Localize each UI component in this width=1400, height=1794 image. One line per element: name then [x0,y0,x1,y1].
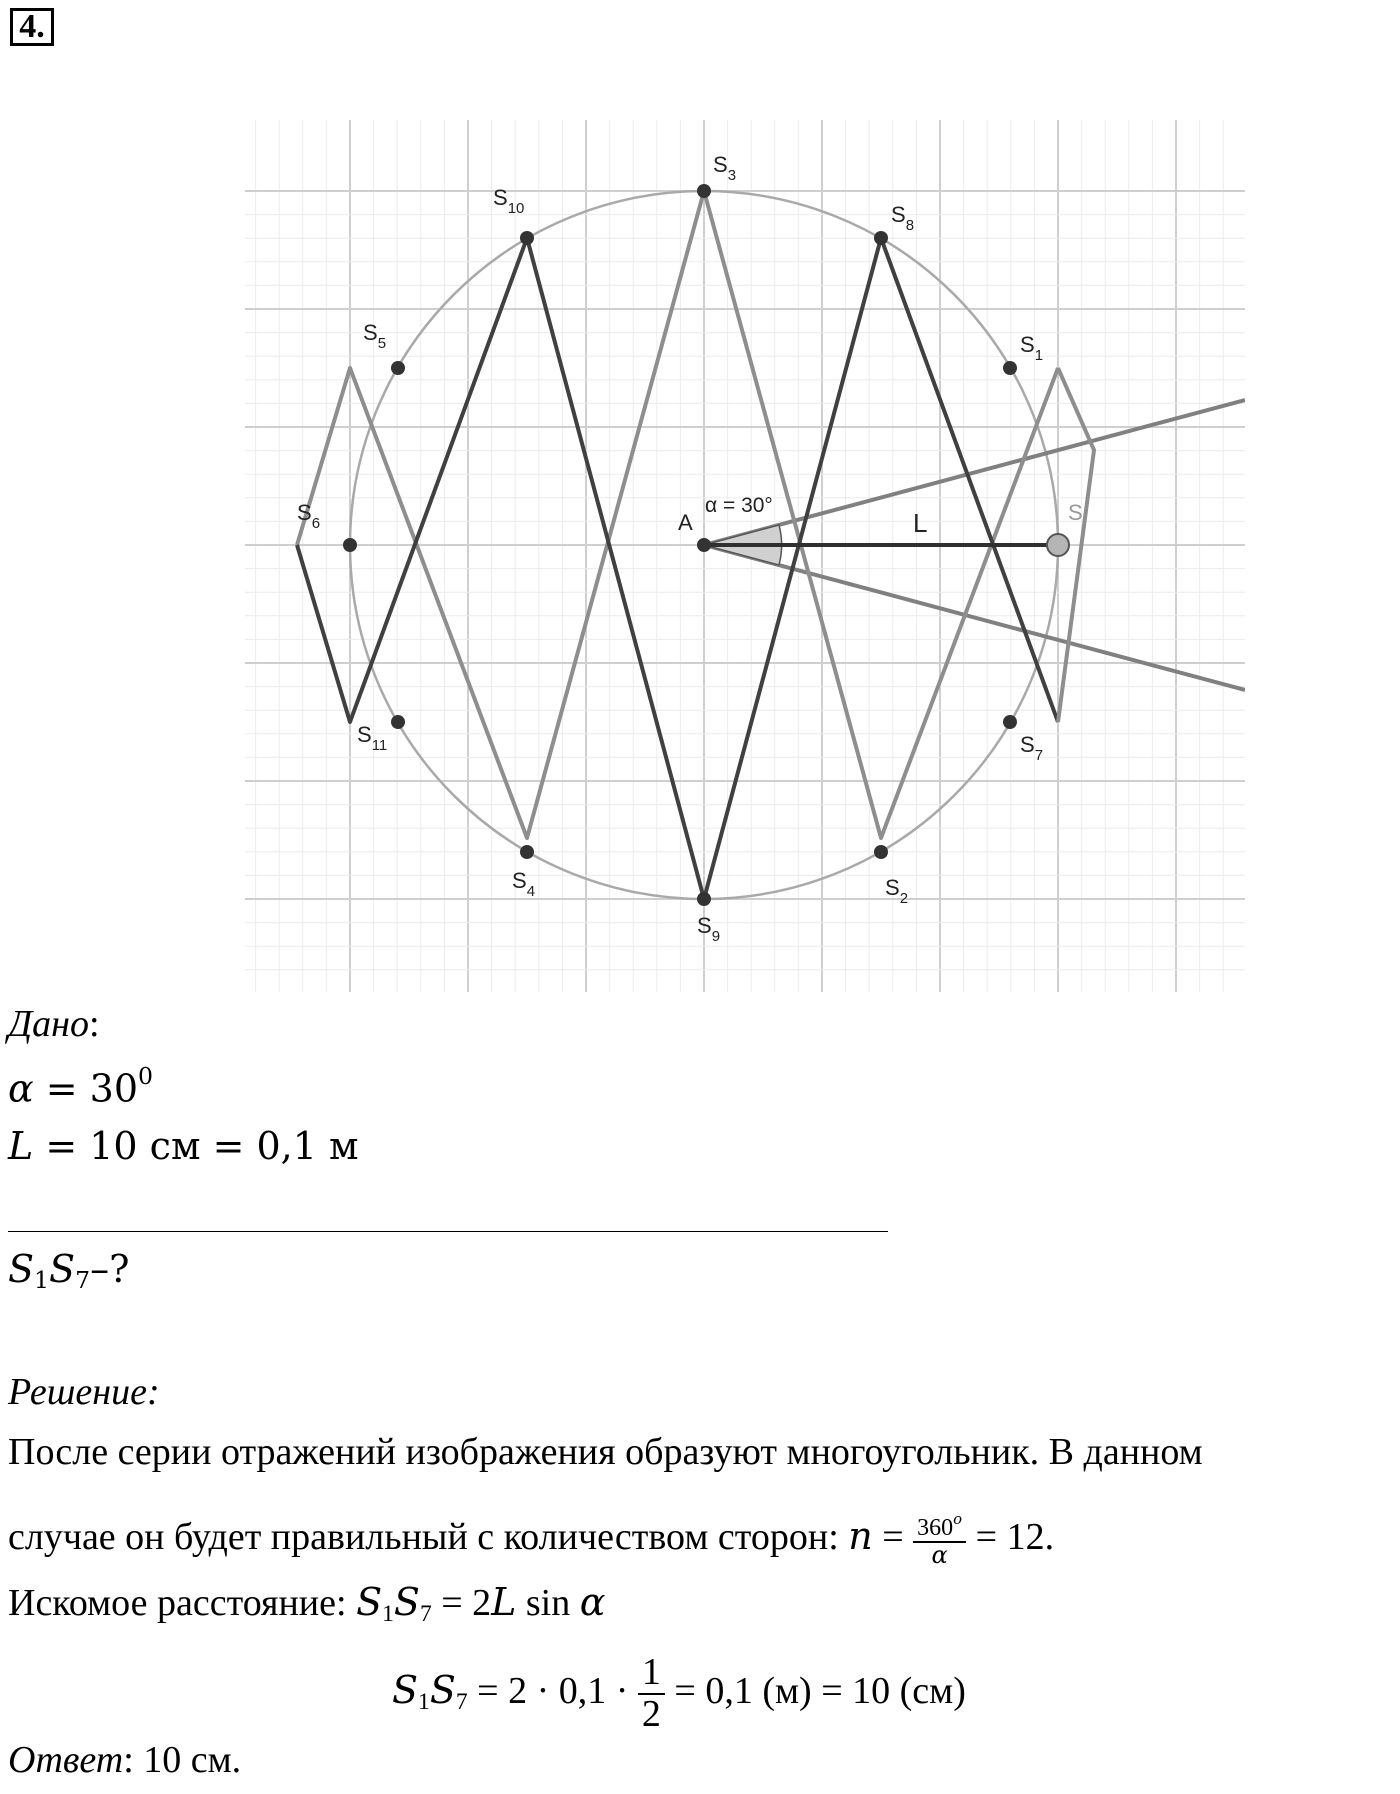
point-s7 [1003,715,1017,729]
point-s9 [697,892,711,906]
label-s: S [1068,500,1083,525]
given-alpha: $\alpha = 30^0$ [8,1062,154,1111]
point-a [697,538,711,552]
fraction-one-half: $\frac{1}{2}$ [638,1653,665,1735]
given-divider [8,1231,888,1232]
label-s9: $S_9$ [697,913,721,945]
label-s10: $S_{10}$ [493,185,525,217]
problem-number: 4. [10,8,54,46]
solution-line-2: случае он будет правильный с количеством сторон: n = $\frac{360^o}{\alpha}$ = 12. [8,1510,1055,1570]
point-s2 [874,845,888,859]
point-s1 [1003,361,1017,375]
point-s8 [874,231,888,245]
solution-line-3: Искомое расстояние: $S_1S_7 = 2L$ sin α [8,1580,606,1627]
answer-line: Ответ: 10 см. [8,1739,242,1781]
mirror-ray-lower [704,545,1245,690]
find-line: $S_1S_7-$? [8,1247,130,1294]
source-point [1047,534,1069,556]
label-s1: $S_1$ [1020,332,1044,364]
label-s7: $S_7$ [1020,732,1044,764]
given-heading: Дано: [8,1003,100,1045]
point-s10 [520,231,534,245]
label-s3: $S_3$ [713,152,737,184]
solution-heading: Решение: [8,1371,160,1413]
point-s5 [391,361,405,375]
label-s2: $S_2$ [885,875,909,907]
solution-line-1: После серии отражений изображения образуют многоугольник. В данном [8,1431,1203,1473]
label-s4: $S_4$ [512,868,536,900]
label-angle: α = 30° [705,494,773,517]
mirror-ray-upper [704,400,1245,545]
label-s11: $S_{11}$ [357,722,388,754]
fraction-360-alpha: $\frac{360^o}{\alpha}$ [913,1512,966,1569]
given-length: L = 10 см = 0,1 м [8,1124,359,1168]
label-a: A [678,510,693,535]
reflection-diagram [245,120,1245,992]
label-s5: $S_5$ [363,320,387,352]
label-s6: $S_6$ [297,500,321,532]
point-s6 [343,538,357,552]
solution-calculation: $S_1S_7 = 2 \cdot 0,1$ · $\frac{1}{2}$ = 0,1 (м) = 10 (см) [392,1651,966,1736]
label-s8: $S_8$ [891,202,915,234]
point-s3 [697,184,711,198]
segment-source-arc [1058,450,1094,722]
point-s4 [520,845,534,859]
label-l: L [913,508,928,538]
point-s11 [391,715,405,729]
